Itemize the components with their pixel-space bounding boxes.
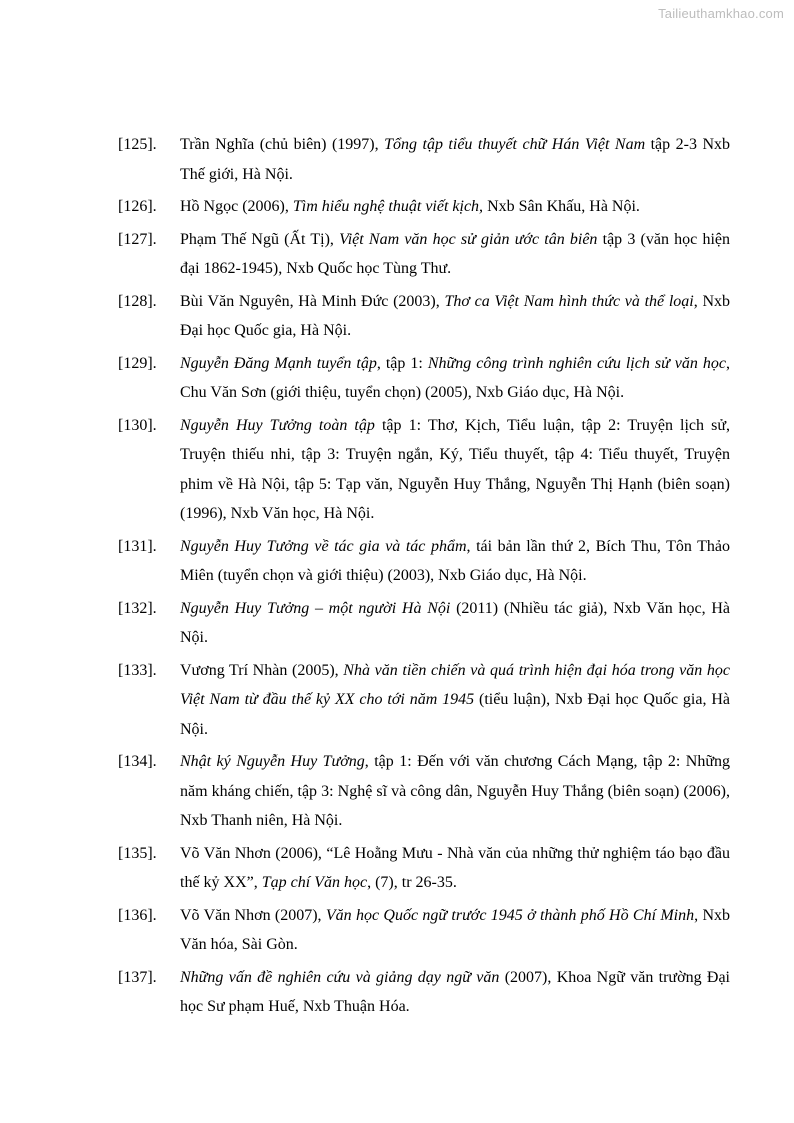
reference-title-italic: Nguyễn Huy Tưởng toàn tập	[180, 416, 375, 434]
reference-entry	[118, 656, 730, 745]
reference-title-italic: Tạp chí Văn học	[261, 874, 368, 891]
reference-text	[180, 349, 730, 408]
reference-text-segment: , Nxb Đại học Quốc gia, Hà Nội.	[180, 292, 730, 339]
reference-title-italic: Tổng tập tiểu thuyết chữ Hán Việt Nam	[384, 136, 646, 153]
reference-number: [134].	[118, 753, 157, 770]
reference-text-segment: , Chu Văn Sơn (giới thiệu, tuyển chọn) (2005), Nxb Giáo dục, Hà Nội.	[180, 354, 730, 401]
reference-entry	[118, 532, 730, 591]
reference-title-italic: Nguyễn Huy Tưởng về tác gia và tác phẩm	[180, 537, 467, 555]
reference-text-segment: , tập 1:	[376, 354, 428, 372]
reference-number: [128].	[118, 292, 157, 310]
reference-text-segment: tập 3 (văn học hiện đại 1862-1945), Nxb Quốc học Tùng Thư.	[180, 230, 731, 277]
reference-number: [127].	[118, 230, 157, 248]
reference-number: [136].	[118, 906, 157, 924]
reference-text-segment: , tái bản lần thứ 2, Bích Thu, Tôn Thảo Miên (tuyển chọn và giới thiệu) (2003), Nxb Giáo dục, Hà Nội.	[180, 537, 731, 584]
reference-title-italic: Văn học Quốc ngữ trước 1945 ở thành phố Hồ Chí Minh	[325, 906, 695, 924]
reference-entry	[118, 225, 730, 284]
reference-text-segment: Nxb Sân Khấu, Hà Nội.	[483, 198, 640, 215]
reference-text-segment: , Nxb Văn hóa, Sài Gòn.	[180, 906, 730, 953]
reference-entry	[118, 192, 730, 222]
reference-text-segment: (tiểu luận), Nxb Đại học Quốc gia, Hà Nội.	[180, 691, 731, 738]
reference-number: [131].	[118, 537, 157, 555]
reference-text	[180, 287, 730, 346]
reference-text-segment: Trần Nghĩa (chủ biên) (1997),	[180, 136, 385, 153]
reference-number: [125].	[118, 136, 157, 153]
reference-text	[180, 192, 730, 222]
reference-entry	[118, 287, 730, 346]
reference-text	[180, 130, 730, 189]
reference-entry	[118, 130, 730, 189]
reference-entry	[118, 963, 730, 1022]
reference-text-segment: tập 2-3 Nxb Thế giới, Hà Nội.	[180, 136, 731, 183]
reference-text-segment: , (7), tr 26-35.	[367, 874, 457, 891]
reference-entry	[118, 839, 730, 898]
reference-entry	[118, 594, 730, 653]
reference-title-italic: Việt Nam văn học sử giản ước tân biên	[339, 230, 598, 248]
reference-text	[180, 747, 730, 836]
reference-text-segment: Bùi Văn Nguyên, Hà Minh Đức (2003),	[180, 292, 445, 310]
reference-entry	[118, 411, 730, 529]
reference-entry	[118, 349, 730, 408]
reference-entry	[118, 901, 730, 960]
reference-title-italic: Những vấn đề nghiên cứu và giảng dạy ngữ văn	[180, 968, 500, 986]
reference-number: [135].	[118, 844, 157, 862]
reference-title-italic: Nhà văn tiền chiến và quá trình hiện đại hóa trong văn học Việt Nam từ đầu thế kỷ XX cho tới năm 1945	[180, 661, 730, 708]
reference-text	[180, 532, 730, 591]
reference-text-segment: Vương Trí Nhàn (2005),	[180, 661, 344, 679]
reference-text-segment: tập 1: Thơ, Kịch, Tiểu luận, tập 2: Truyện lịch sử, Truyện thiếu nhi, tập 3: Truyện ngắn, Ký, Tiểu thuyết, tập 4: Tiểu thuyết, Truyện phim về Hà Nội, tập 5: Tạp văn, Nguyễn Huy Thắng, Nguyễn Thị Hạnh (biên soạn) (1996), Nxb Văn học, Hà Nội.	[180, 416, 730, 522]
reference-text-segment: (2011) (Nhiều tác giả), Nxb Văn học, Hà Nội.	[180, 599, 731, 646]
reference-text	[180, 963, 730, 1022]
reference-text	[180, 225, 730, 284]
reference-number: [126].	[118, 198, 157, 215]
reference-title-italic: Thơ ca Việt Nam hình thức và thể loại	[444, 292, 694, 310]
reference-title-italic: Nguyễn Đăng Mạnh tuyển tập	[180, 354, 377, 372]
reference-text-segment: Phạm Thế Ngũ (Ất Tị),	[180, 230, 340, 248]
reference-text-segment: Võ Văn Nhơn (2007),	[180, 906, 326, 924]
reference-text	[180, 901, 730, 960]
reference-title-italic: Nguyễn Huy Tưởng – một người Hà Nội	[180, 599, 451, 617]
reference-number: [130].	[118, 416, 157, 434]
reference-number: [133].	[118, 661, 157, 679]
reference-text	[180, 839, 730, 898]
reference-number: [132].	[118, 599, 157, 617]
reference-number: [137].	[118, 968, 157, 986]
reference-title-italic: Những công trình nghiên cứu lịch sử văn học	[427, 354, 726, 372]
reference-title-italic: Tìm hiểu nghệ thuật viết kịch,	[292, 198, 484, 215]
reference-entry	[118, 747, 730, 836]
reference-text-segment: Hồ Ngọc (2006),	[180, 198, 293, 215]
reference-number: [129].	[118, 354, 157, 372]
reference-text-segment: (2007), Khoa Ngữ văn trường Đại học Sư phạm Huế, Nxb Thuận Hóa.	[180, 968, 730, 1015]
reference-title-italic: Nhật ký Nguyễn Huy Tưởng	[180, 753, 365, 770]
reference-text	[180, 411, 730, 529]
reference-text	[180, 656, 730, 745]
reference-list	[118, 130, 730, 1025]
reference-text-segment: , tập 1: Đến với văn chương Cách Mạng, tập 2: Những năm kháng chiến, tập 3: Nghệ sĩ và công dân, Nguyễn Huy Thắng (biên soạn) (2006), Nxb Thanh niên, Hà Nội.	[180, 753, 731, 829]
reference-text-segment: Võ Văn Nhơn (2006), “Lê Hoằng Mưu - Nhà văn của những thử nghiệm táo bạo đầu thế kỷ XX”,	[180, 844, 730, 891]
watermark-text: Tailieuthamkhao.com	[658, 6, 784, 21]
reference-text	[180, 594, 730, 653]
